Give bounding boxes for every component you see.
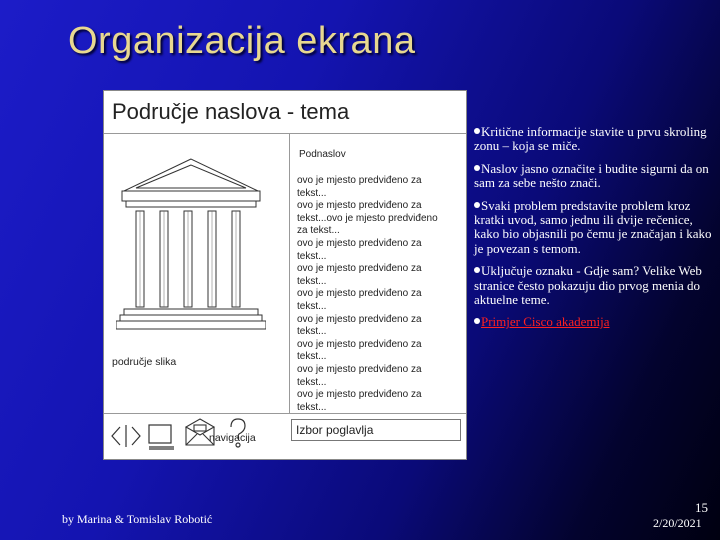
bullet-item — [474, 199, 720, 257]
text-line: ovo je mjesto predviđeno za — [297, 288, 422, 300]
text-line: tekst... — [297, 326, 327, 338]
page-number: 15 — [695, 500, 708, 515]
bullet-text: Kritične informacije stavite u prvu skroling zonu – koja se miče. — [474, 124, 707, 154]
bullet-dot-icon — [474, 202, 480, 208]
divider — [289, 133, 290, 413]
bullet-dot-icon — [474, 128, 480, 134]
text-line: ovo je mjesto predviđeno za — [297, 363, 422, 375]
image-area-label: područje slika — [112, 356, 177, 368]
monitor-icon[interactable] — [146, 423, 176, 451]
bullet-list — [474, 125, 720, 338]
divider — [104, 133, 466, 134]
text-line: tekst... — [297, 401, 327, 413]
bullet-dot-icon — [474, 318, 480, 324]
temple-illustration — [116, 151, 266, 351]
bullet-text: Svaki problem predstavite problem kroz kratki uvod, samo jednu ili dvije rečenice, kako bio objasnili po čemu je značajan i kako je povezan s temom. — [474, 197, 712, 256]
text-line: tekst... — [297, 250, 327, 262]
text-line: ovo je mjesto predviđeno za — [297, 175, 422, 186]
chapter-select[interactable]: Izbor poglavlja — [291, 419, 461, 441]
text-line: tekst... — [297, 187, 327, 199]
slide-title: Organizacija ekrana — [68, 20, 416, 62]
text-line: tekst... — [297, 376, 327, 388]
arrows-icon[interactable] — [110, 423, 142, 449]
bullet-item — [474, 315, 720, 329]
bullet-item — [474, 162, 720, 191]
text-line: ovo je mjesto predviđeno za — [297, 263, 422, 275]
slide-date: 2/20/2021 — [653, 516, 702, 530]
text-area — [297, 175, 463, 414]
text-line: tekst...ovo je mjesto predviđeno — [297, 212, 438, 224]
bullet-dot-icon — [474, 267, 480, 273]
bullet-text: Naslov jasno označite i budite sigurni da on sam za sebe nešto znači. — [474, 160, 709, 191]
screen-layout-mockup — [103, 90, 467, 460]
text-line: tekst... — [297, 300, 327, 312]
text-line: ovo je mjesto predviđeno za — [297, 237, 422, 249]
text-line: ovo je mjesto predviđeno za — [297, 389, 422, 401]
footer-author: by Marina & Tomislav Robotić — [62, 512, 213, 526]
text-line: ovo je mjesto predviđeno za — [297, 338, 422, 350]
mockup-heading: Područje naslova - tema — [112, 99, 350, 124]
text-line: ovo je mjesto predviđeno za — [297, 200, 422, 212]
bullet-dot-icon — [474, 165, 480, 171]
navigation-label: navigacija — [209, 432, 256, 444]
bullet-item — [474, 264, 720, 307]
cisco-academy-link[interactable]: Primjer Cisco akademija — [481, 314, 610, 330]
text-line: tekst... — [297, 275, 327, 287]
text-line: ovo je mjesto predviđeno za — [297, 313, 422, 325]
bullet-text: Uključuje oznaku - Gdje sam? Velike Web stranice često pokazuju dio prvog menia do aktuelne teme. — [474, 263, 702, 308]
mockup-subtitle: Podnaslov — [299, 149, 346, 160]
text-line: za tekst... — [297, 225, 340, 237]
text-line: tekst... — [297, 351, 327, 363]
bullet-item — [474, 125, 720, 154]
